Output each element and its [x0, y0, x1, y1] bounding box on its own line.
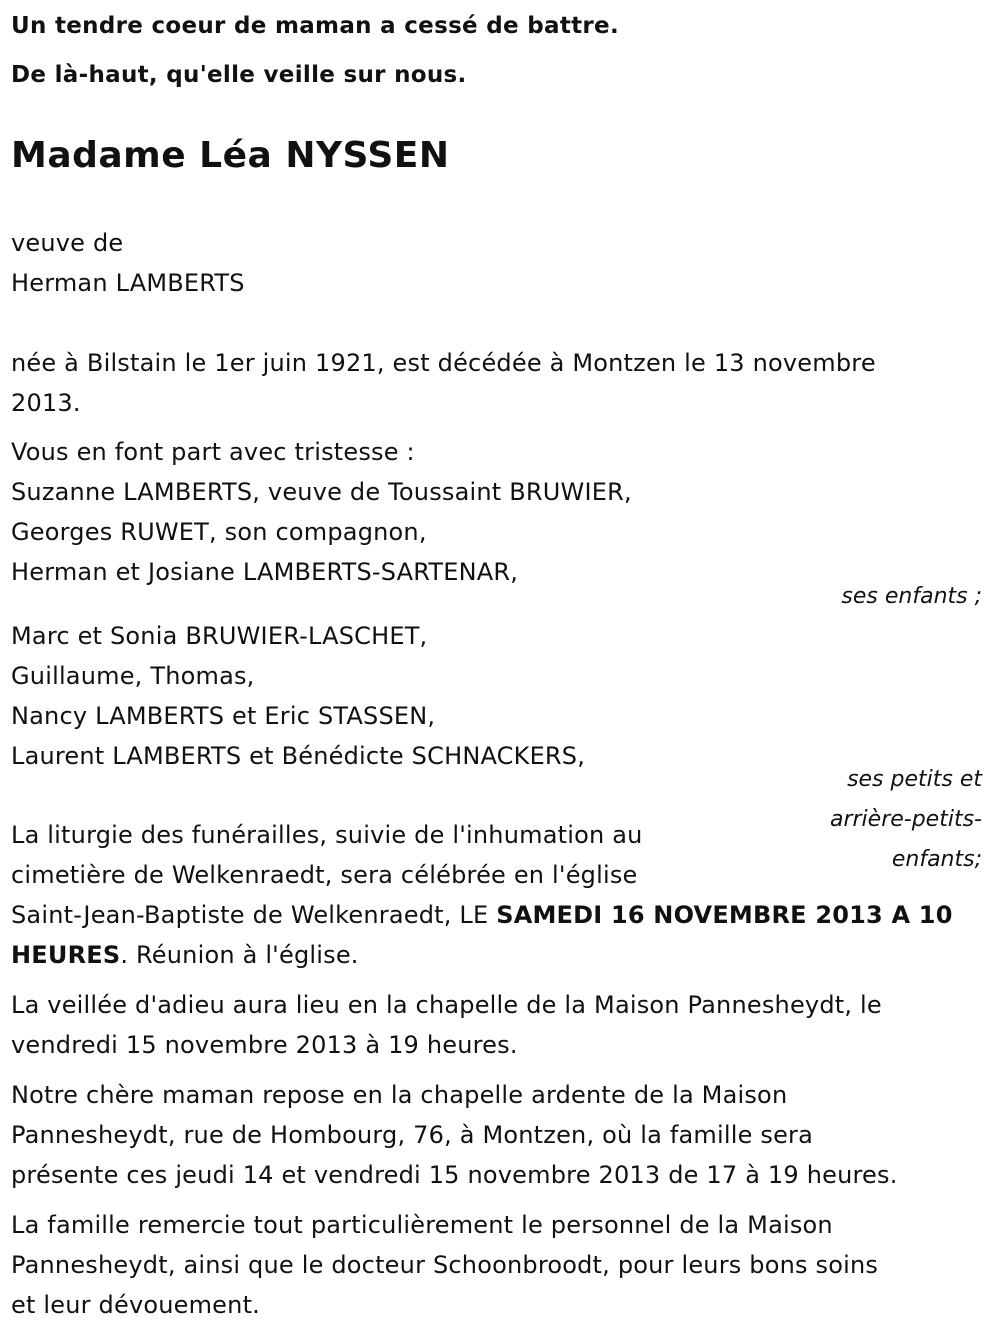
rest-line-3: présente ces jeudi 14 et vendredi 15 novembre 2013 de 17 à 19 heures.: [11, 1161, 898, 1189]
thanks-line-1: La famille remercie tout particulièrement le personnel de la Maison: [11, 1211, 833, 1239]
funeral-hour-bold: HEURES: [11, 941, 121, 969]
rest-line-2: Pannesheydt, rue de Hombourg, 76, à Montzen, où la famille sera: [11, 1121, 814, 1149]
funeral-line-3-text: Saint-Jean-Baptiste de Welkenraedt, LE: [11, 901, 497, 929]
funeral-line-1: La liturgie des funérailles, suivie de l'inhumation au: [11, 821, 643, 849]
intro-line-2: De là-haut, qu'elle veille sur nous.: [11, 62, 467, 88]
funeral-line-2: cimetière de Welkenraedt, sera célébrée en l'église: [11, 861, 638, 889]
funeral-date-bold: SAMEDI 16 NOVEMBRE 2013 A 10: [496, 901, 953, 929]
grandchild-line: Marc et Sonia BRUWIER-LASCHET,: [11, 622, 428, 650]
thanks-line-3: et leur dévouement.: [11, 1291, 261, 1319]
vigil-line-1: La veillée d'adieu aura lieu en la chapelle de la Maison Pannesheydt, le: [11, 991, 882, 1019]
vigil-line-2: vendredi 15 novembre 2013 à 19 heures.: [11, 1031, 518, 1059]
spouse-name: Herman LAMBERTS: [11, 269, 245, 297]
child-line: Suzanne LAMBERTS, veuve de Toussaint BRUWIER,: [11, 478, 632, 506]
intro-line-1: Un tendre coeur de maman a cessé de battre.: [11, 13, 619, 39]
birth-death-line-1: née à Bilstain le 1er juin 1921, est décédée à Montzen le 13 novembre: [11, 349, 876, 377]
announce-intro: Vous en font part avec tristesse :: [11, 438, 415, 466]
grandchild-line: Nancy LAMBERTS et Eric STASSEN,: [11, 702, 436, 730]
funeral-line-4: [11, 935, 359, 975]
grandchildren-relation: arrière-petits-: [829, 807, 982, 832]
grandchild-line: Laurent LAMBERTS et Bénédicte SCHNACKERS,: [11, 742, 586, 770]
deceased-name: Madame Léa NYSSEN: [11, 135, 450, 176]
rest-line-1: Notre chère maman repose en la chapelle ardente de la Maison: [11, 1081, 788, 1109]
grandchildren-relation: enfants;: [891, 847, 982, 872]
widow-label: veuve de: [11, 229, 124, 257]
birth-death-line-2: 2013.: [11, 389, 81, 417]
child-line: Georges RUWET, son compagnon,: [11, 518, 427, 546]
grandchild-line: Guillaume, Thomas,: [11, 662, 255, 690]
child-line: Herman et Josiane LAMBERTS-SARTENAR,: [11, 558, 519, 586]
thanks-line-2: Pannesheydt, ainsi que le docteur Schoonbroodt, pour leurs bons soins: [11, 1251, 879, 1279]
funeral-line-4-text: . Réunion à l'église.: [120, 941, 359, 969]
grandchildren-relation: ses petits et: [847, 767, 982, 792]
funeral-line-3: [11, 895, 953, 935]
children-relation: ses enfants ;: [841, 584, 982, 609]
